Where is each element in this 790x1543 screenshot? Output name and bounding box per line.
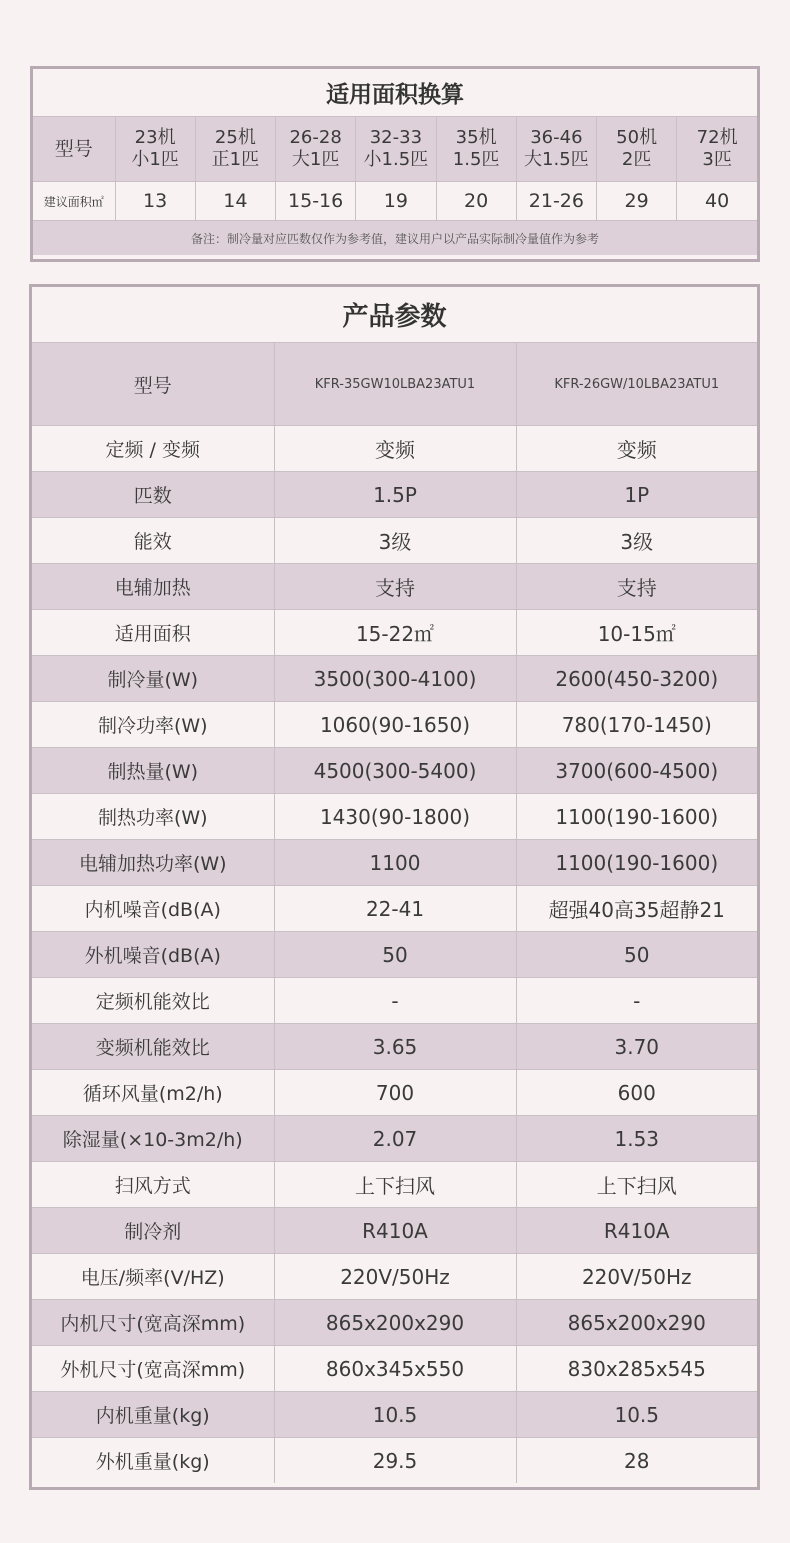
params-model-label: 型号	[32, 343, 274, 426]
param-value-a: 支持	[274, 564, 516, 610]
param-label: 内机重量(kg)	[32, 1392, 274, 1438]
param-value-a: 3.65	[274, 1024, 516, 1070]
table-row	[32, 1392, 757, 1438]
param-value-b: 上下扫风	[516, 1162, 757, 1208]
param-label: 扫风方式	[32, 1162, 274, 1208]
param-label: 适用面积	[32, 610, 274, 656]
param-value-a: 10.5	[274, 1392, 516, 1438]
area-conversion-panel	[30, 66, 760, 262]
area-model-line1: 72机	[696, 127, 738, 148]
area-table-note: 备注：制冷量对应匹数仅作为参考值，建议用户以产品实际制冷量值作为参考	[33, 221, 757, 256]
param-label: 定频机能效比	[32, 978, 274, 1024]
area-model-line1: 35机	[455, 127, 497, 148]
area-value-cell: 19	[356, 182, 436, 221]
area-conversion-table	[33, 69, 757, 255]
param-value-a: 220V/50Hz	[274, 1254, 516, 1300]
param-value-a: 1.5P	[274, 472, 516, 518]
table-row	[32, 932, 757, 978]
param-value-b: 10-15㎡	[516, 610, 757, 656]
param-value-a: -	[274, 978, 516, 1024]
area-model-line1: 23机	[134, 127, 176, 148]
param-value-b: 220V/50Hz	[516, 1254, 757, 1300]
param-value-b: 50	[516, 932, 757, 978]
param-value-b: 3.70	[516, 1024, 757, 1070]
area-size-header: 建议面积㎡	[33, 182, 115, 221]
param-label: 内机尺寸(宽高深mm)	[32, 1300, 274, 1346]
param-value-b: 1100(190-1600)	[516, 840, 757, 886]
area-table-title: 适用面积换算	[33, 69, 757, 117]
param-label: 外机噪音(dB(A)	[32, 932, 274, 978]
area-model-line2: 大1匹	[291, 149, 340, 170]
product-params-table	[32, 287, 757, 1483]
area-value-cell: 29	[597, 182, 677, 221]
area-model-cell	[436, 117, 516, 182]
product-params-panel	[29, 284, 760, 1490]
area-value-cell: 40	[677, 182, 757, 221]
area-model-cell	[516, 117, 596, 182]
param-value-a: 2.07	[274, 1116, 516, 1162]
area-value-cell: 21-26	[516, 182, 596, 221]
param-label: 电辅加热功率(W)	[32, 840, 274, 886]
table-row	[32, 472, 757, 518]
param-label: 电压/频率(V/HZ)	[32, 1254, 274, 1300]
param-label: 能效	[32, 518, 274, 564]
param-value-a: R410A	[274, 1208, 516, 1254]
table-row	[32, 610, 757, 656]
area-model-line2: 1.5匹	[452, 149, 500, 170]
param-value-a: 50	[274, 932, 516, 978]
params-model-b: KFR-26GW/10LBA23ATU1	[516, 343, 757, 426]
param-value-a: 700	[274, 1070, 516, 1116]
area-value-cell: 20	[436, 182, 516, 221]
param-label: 外机尺寸(宽高深mm)	[32, 1346, 274, 1392]
area-model-header: 型号	[33, 117, 115, 182]
table-row	[32, 1162, 757, 1208]
table-row	[32, 1346, 757, 1392]
param-value-b: 865x200x290	[516, 1300, 757, 1346]
param-value-b: 830x285x545	[516, 1346, 757, 1392]
param-value-b: 3700(600-4500)	[516, 748, 757, 794]
area-value-cell: 14	[195, 182, 275, 221]
table-row	[32, 702, 757, 748]
table-row	[32, 978, 757, 1024]
param-value-a: 29.5	[274, 1438, 516, 1484]
area-model-line2: 正1匹	[211, 149, 260, 170]
param-value-b: 2600(450-3200)	[516, 656, 757, 702]
param-value-a: 865x200x290	[274, 1300, 516, 1346]
area-model-line2: 3匹	[702, 149, 732, 170]
param-value-b: 10.5	[516, 1392, 757, 1438]
table-row	[32, 426, 757, 472]
param-value-b: 780(170-1450)	[516, 702, 757, 748]
table-row	[32, 1438, 757, 1484]
param-value-b: 支持	[516, 564, 757, 610]
param-label: 外机重量(kg)	[32, 1438, 274, 1484]
table-row	[32, 1070, 757, 1116]
param-value-b: 600	[516, 1070, 757, 1116]
param-label: 变频机能效比	[32, 1024, 274, 1070]
area-model-line2: 小1匹	[131, 149, 179, 170]
area-model-cell	[597, 117, 677, 182]
param-label: 制冷量(W)	[32, 656, 274, 702]
table-row	[32, 1024, 757, 1070]
param-value-b: 3级	[516, 518, 757, 564]
param-value-a: 22-41	[274, 886, 516, 932]
param-value-b: 1100(190-1600)	[516, 794, 757, 840]
area-model-line1: 25机	[214, 127, 256, 148]
param-label: 除湿量(×10-3m2/h)	[32, 1116, 274, 1162]
params-table-title: 产品参数	[32, 287, 757, 343]
table-row	[32, 518, 757, 564]
table-row	[32, 656, 757, 702]
table-row	[32, 564, 757, 610]
area-value-cell: 15-16	[276, 182, 356, 221]
param-label: 制冷剂	[32, 1208, 274, 1254]
param-label: 循环风量(m2/h)	[32, 1070, 274, 1116]
area-value-cell: 13	[115, 182, 195, 221]
area-model-line1: 26-28	[289, 127, 342, 148]
area-model-line2: 大1.5匹	[524, 149, 589, 170]
param-value-b: R410A	[516, 1208, 757, 1254]
param-label: 定频 / 变频	[32, 426, 274, 472]
param-value-a: 上下扫风	[274, 1162, 516, 1208]
param-value-a: 3500(300-4100)	[274, 656, 516, 702]
param-value-b: 28	[516, 1438, 757, 1484]
params-model-a: KFR-35GW10LBA23ATU1	[274, 343, 516, 426]
table-row	[32, 748, 757, 794]
param-value-b: 1.53	[516, 1116, 757, 1162]
table-row	[32, 1208, 757, 1254]
area-model-line1: 36-46	[530, 127, 583, 148]
area-model-cell	[677, 117, 757, 182]
param-label: 匹数	[32, 472, 274, 518]
param-value-a: 1430(90-1800)	[274, 794, 516, 840]
param-value-a: 3级	[274, 518, 516, 564]
param-value-a: 1060(90-1650)	[274, 702, 516, 748]
param-label: 电辅加热	[32, 564, 274, 610]
area-model-line2: 小1.5匹	[363, 149, 429, 170]
param-value-b: 1P	[516, 472, 757, 518]
area-model-cell	[195, 117, 275, 182]
area-model-line2: 2匹	[621, 149, 652, 170]
param-value-b: -	[516, 978, 757, 1024]
table-row	[32, 886, 757, 932]
param-value-a: 1100	[274, 840, 516, 886]
param-value-b: 变频	[516, 426, 757, 472]
param-label: 制热量(W)	[32, 748, 274, 794]
area-model-cell	[276, 117, 356, 182]
param-value-a: 变频	[274, 426, 516, 472]
area-model-cell	[115, 117, 195, 182]
param-value-a: 4500(300-5400)	[274, 748, 516, 794]
table-row	[32, 840, 757, 886]
area-model-line1: 50机	[616, 127, 658, 148]
param-value-b: 超强40高35超静21	[516, 886, 757, 932]
param-value-a: 15-22㎡	[274, 610, 516, 656]
param-value-a: 860x345x550	[274, 1346, 516, 1392]
table-row	[32, 1254, 757, 1300]
table-row	[32, 1116, 757, 1162]
area-model-line1: 32-33	[369, 127, 423, 148]
area-model-cell	[356, 117, 436, 182]
param-label: 制热功率(W)	[32, 794, 274, 840]
param-label: 内机噪音(dB(A)	[32, 886, 274, 932]
table-row	[32, 1300, 757, 1346]
table-row	[32, 794, 757, 840]
param-label: 制冷功率(W)	[32, 702, 274, 748]
